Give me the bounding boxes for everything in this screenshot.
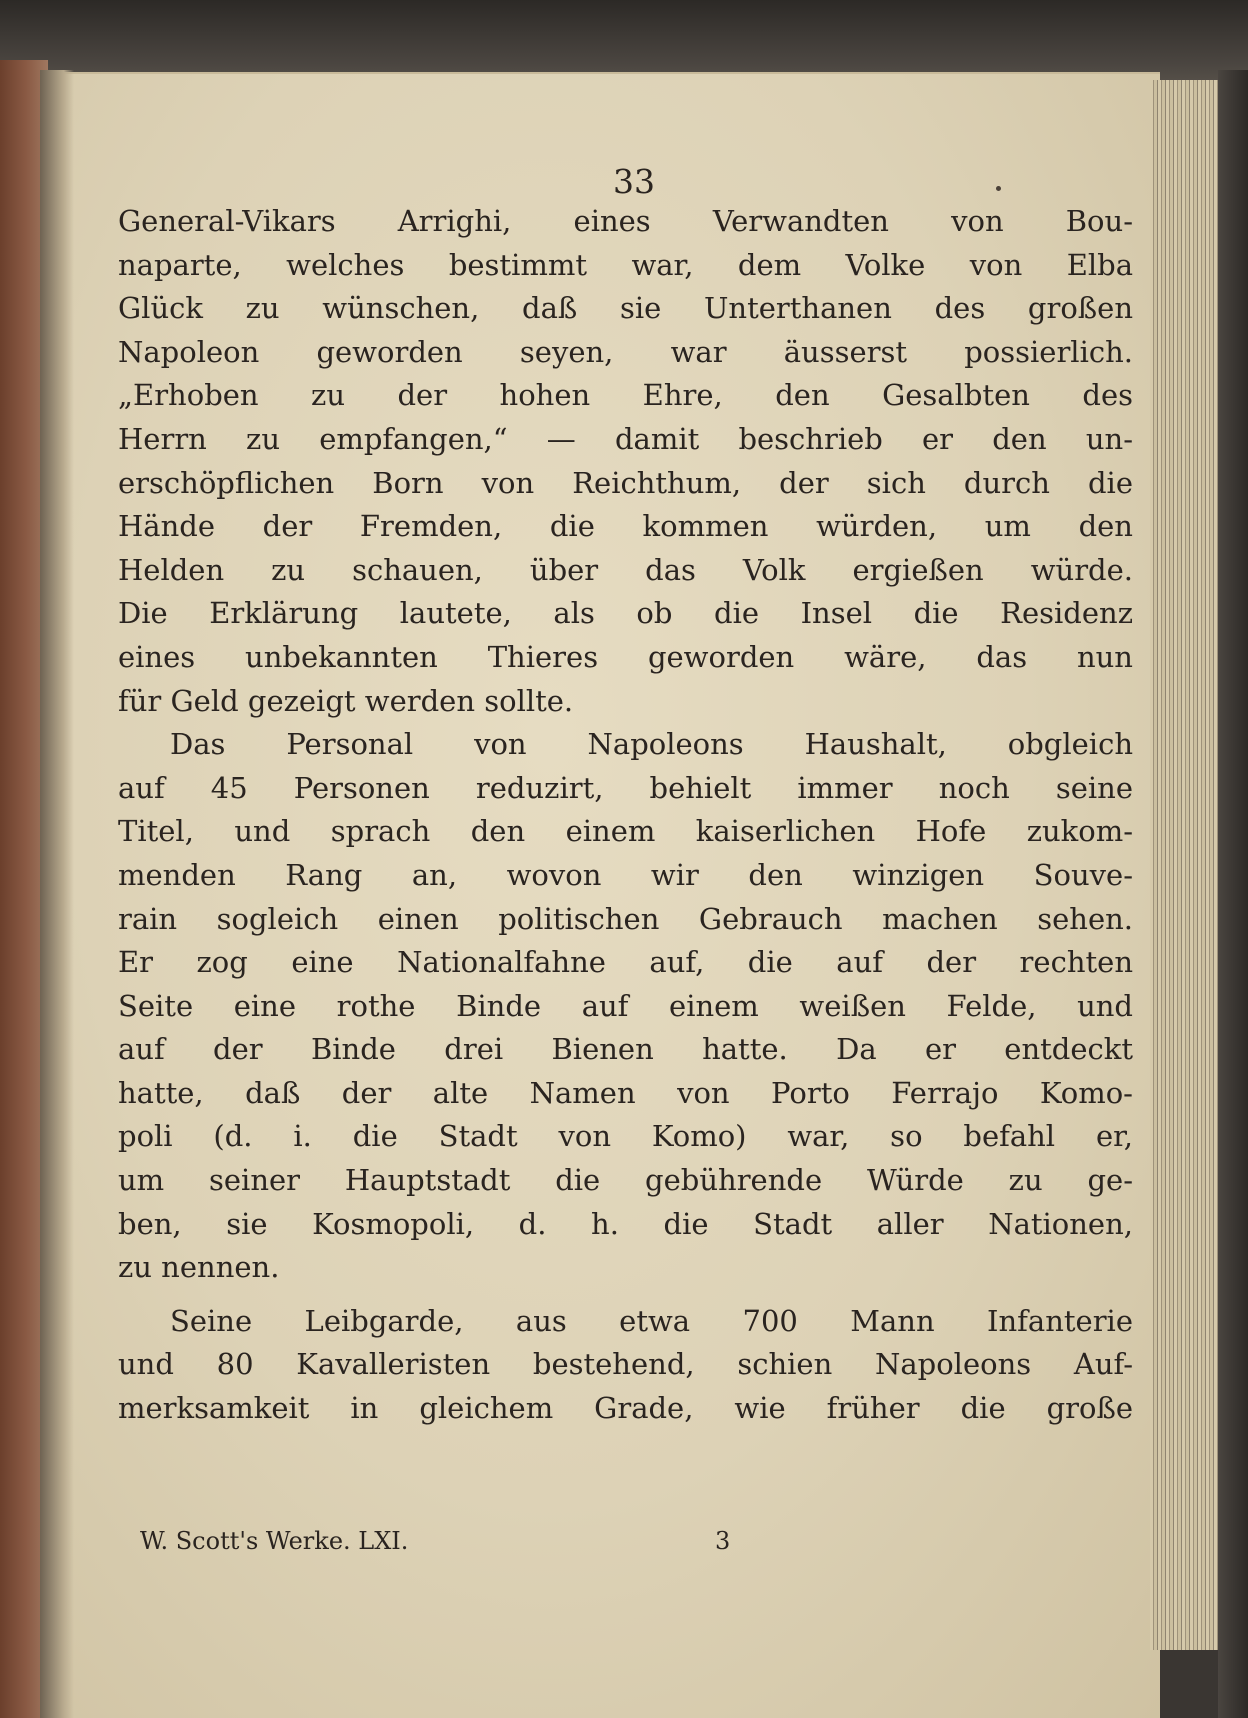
text-line: „Erhoben zu der hohen Ehre, den Gesalbten des: [118, 378, 1133, 413]
page-block-edges: [1150, 80, 1220, 1650]
text-line: auf 45 Personen reduzirt, behielt immer noch seine: [118, 770, 1133, 805]
text-line: Titel, und sprach den einem kaiserlichen Hofe zukom-: [118, 814, 1133, 849]
text-line: für Geld gezeigt werden sollte.: [118, 683, 574, 718]
text-line: Glück zu wünschen, daß sie Unterthanen des großen: [118, 291, 1133, 326]
text-line: Seine Leibgarde, aus etwa 700 Mann Infanterie: [170, 1303, 1133, 1338]
page-gutter: [40, 70, 74, 1718]
text-line: Seite eine rothe Binde auf einem weißen Felde, und: [118, 988, 1133, 1023]
text-line: ben, sie Kosmopoli, d. h. die Stadt aller Nationen,: [118, 1206, 1133, 1241]
text-line: zu nennen.: [118, 1250, 280, 1285]
text-line: menden Rang an, wovon wir den winzigen Souve-: [118, 857, 1133, 892]
signature-line: W. Scott's Werke. LXI.: [140, 1527, 409, 1555]
text-line: auf der Binde drei Bienen hatte. Da er entdeckt: [118, 1032, 1133, 1067]
text-line: Er zog eine Nationalfahne auf, die auf der rechten: [118, 945, 1133, 980]
text-line: General-Vikars Arrighi, eines Verwandten von Bou-: [118, 204, 1133, 238]
text-line: naparte, welches bestimmt war, dem Volke von Elba: [118, 247, 1133, 282]
text-line: Die Erklärung lautete, als ob die Insel die Residenz: [118, 596, 1133, 631]
text-line: um seiner Hauptstadt die gebührende Würde zu ge-: [118, 1163, 1133, 1198]
text-line: poli (d. i. die Stadt von Komo) war, so befahl er,: [118, 1119, 1133, 1154]
text-line: eines unbekannten Thieres geworden wäre, das nun: [118, 639, 1133, 674]
page-footer: [140, 1527, 1040, 1567]
text-line: und 80 Kavalleristen bestehend, schien Napoleons Auf-: [118, 1347, 1133, 1382]
text-line: merksamkeit in gleichem Grade, wie früher die große: [118, 1391, 1133, 1426]
gathering-mark: 3: [715, 1527, 731, 1555]
body-text: [118, 200, 1133, 1431]
text-line: Napoleon geworden seyen, war äusserst possierlich.: [118, 334, 1133, 369]
text-line: erschöpflichen Born von Reichthum, der sich durch die: [118, 465, 1133, 500]
text-line: rain sogleich einen politischen Gebrauch machen sehen.: [118, 901, 1133, 936]
page-number: 33: [613, 162, 655, 201]
text-line: Das Personal von Napoleons Haushalt, obgleich: [170, 727, 1133, 762]
book-cover-right: [1218, 70, 1248, 1718]
text-line: Herrn zu empfangen,“ — damit beschrieb er den un-: [118, 421, 1133, 456]
text-line: hatte, daß der alte Namen von Porto Ferrajo Komo-: [118, 1075, 1133, 1110]
text-line: Hände der Fremden, die kommen würden, um den: [118, 509, 1133, 544]
text-line: Helden zu schauen, über das Volk ergießen würde.: [118, 552, 1133, 587]
